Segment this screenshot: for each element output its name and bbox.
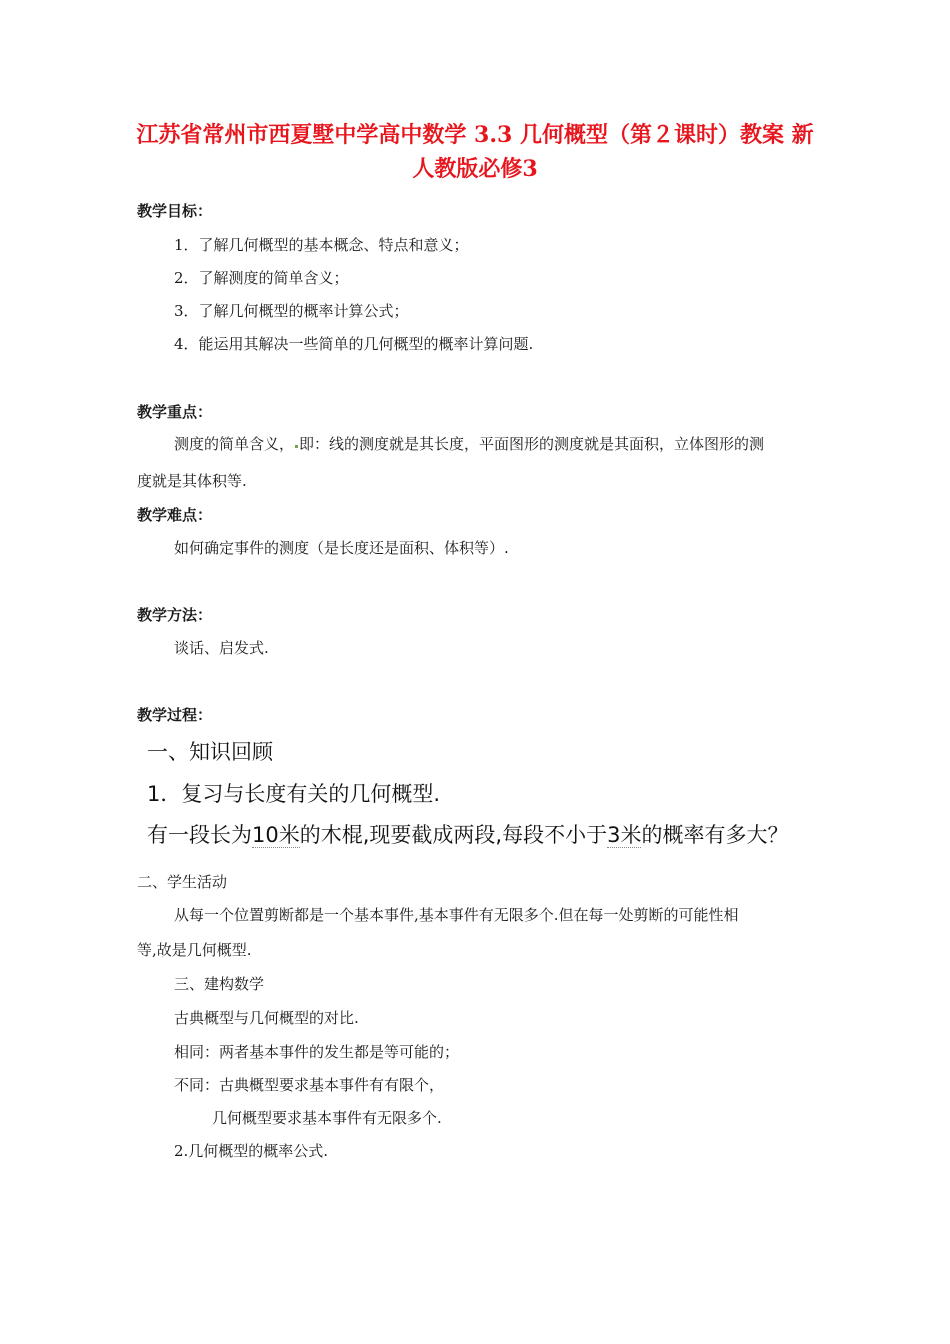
problem-length-value: 10米 bbox=[252, 823, 300, 847]
title-line-1: 江苏省常州市西夏墅中学高中数学 3.3 几何概型（第２课时）教案 新 bbox=[136, 122, 814, 148]
problem-min-value: 3米 bbox=[607, 823, 642, 847]
section-construct-math: 三、建构数学 bbox=[174, 975, 265, 993]
method-text: 谈话、启发式. bbox=[174, 639, 269, 657]
annotation-mark bbox=[295, 445, 298, 448]
method-heading: 教学方法： bbox=[137, 606, 213, 624]
compare-diff-2: 几何概型要求基本事件有无限多个. bbox=[212, 1109, 442, 1127]
objective-item-1: 1．了解几何概型的基本概念、特点和意义； bbox=[174, 236, 469, 254]
problem-text-a: 有一段长为 bbox=[147, 823, 252, 847]
section-student-activity: 二、学生活动 bbox=[137, 873, 228, 891]
objective-item-2: 2．了解测度的简单含义； bbox=[174, 269, 349, 287]
compare-same: 相同：两者基本事件的发生都是等可能的； bbox=[174, 1043, 460, 1061]
compare-title: 古典概型与几何概型的对比. bbox=[174, 1009, 359, 1027]
objective-item-4: 4．能运用其解决一些简单的几何概型的概率计算问题. bbox=[174, 335, 534, 353]
objective-item-3: 3．了解几何概型的概率计算公式； bbox=[174, 302, 409, 320]
section-knowledge-review: 一、知识回顾 bbox=[147, 740, 273, 764]
review-problem bbox=[147, 821, 788, 849]
document-title bbox=[120, 118, 830, 186]
key-points-text-a: 测度的简单含义， bbox=[174, 435, 295, 453]
objectives-heading: 教学目标： bbox=[137, 202, 213, 220]
key-points-line-2: 度就是其体积等. bbox=[137, 472, 247, 490]
difficulties-text: 如何确定事件的测度（是长度还是面积、体积等）. bbox=[174, 539, 509, 557]
key-points-text bbox=[174, 434, 764, 454]
process-heading: 教学过程： bbox=[137, 706, 213, 724]
formula-heading: 2.几何概型的概率公式. bbox=[174, 1142, 329, 1160]
review-item-1: 1．复习与长度有关的几何概型. bbox=[147, 782, 441, 806]
problem-text-c: 的概率有多大？ bbox=[641, 823, 789, 847]
activity-line-1: 从每一个位置剪断都是一个基本事件,基本事件有无限多个.但在每一处剪断的可能性相 bbox=[174, 906, 739, 924]
title-line-2: 人教版必修3 bbox=[412, 156, 538, 182]
problem-text-b: 的木棍,现要截成两段,每段不小于 bbox=[299, 823, 608, 847]
activity-line-2: 等,故是几何概型. bbox=[137, 941, 252, 959]
compare-diff-1: 不同：古典概型要求基本事件有有限个， bbox=[174, 1076, 445, 1094]
difficulties-heading: 教学难点： bbox=[137, 506, 213, 524]
key-points-text-b: 即：线的测度就是其长度，平面图形的测度就是其面积，立体图形的测 bbox=[299, 435, 765, 453]
key-points-heading: 教学重点： bbox=[137, 403, 213, 421]
